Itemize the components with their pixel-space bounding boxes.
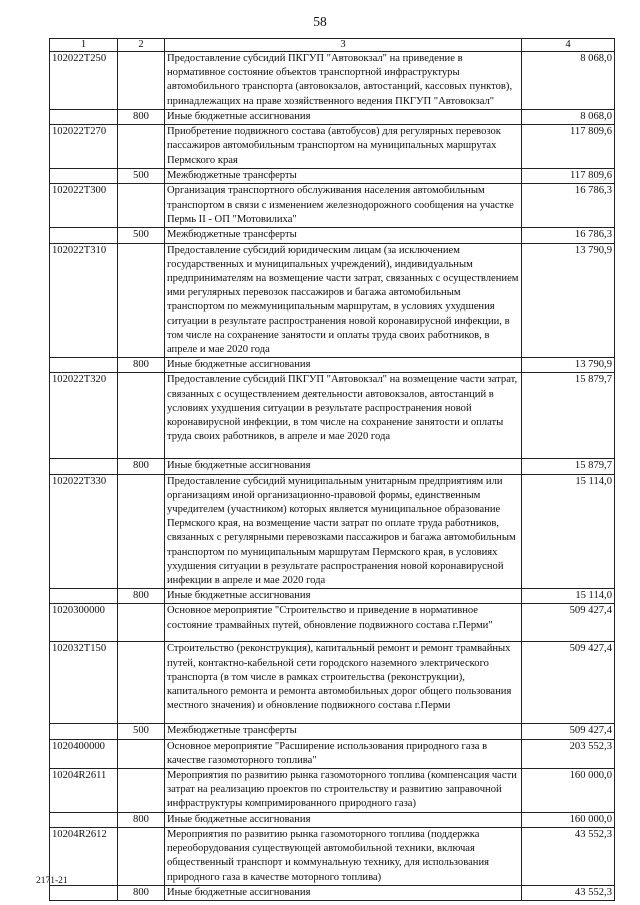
row-type xyxy=(118,125,165,169)
row-code xyxy=(50,885,118,900)
row-type xyxy=(118,243,165,358)
table-row xyxy=(50,642,615,724)
row-code: 102022T320 xyxy=(50,373,118,459)
row-code: 10204R2611 xyxy=(50,769,118,813)
row-amount: 117 809,6 xyxy=(522,125,615,169)
row-code xyxy=(50,110,118,125)
row-code xyxy=(50,589,118,604)
table-row xyxy=(50,885,615,900)
row-amount: 13 790,9 xyxy=(522,358,615,373)
row-amount: 509 427,4 xyxy=(522,724,615,739)
row-type: 500 xyxy=(118,228,165,243)
row-description: Приобретение подвижного состава (автобусов) для регулярных перевозок пассажиров автомобильным транспортом на муниципальных маршрутах Пермского края xyxy=(165,125,522,169)
row-type xyxy=(118,604,165,642)
row-amount: 43 552,3 xyxy=(522,827,615,885)
column-header-amount: 4 xyxy=(522,39,615,52)
table-row xyxy=(50,184,615,228)
row-code xyxy=(50,812,118,827)
row-amount: 16 786,3 xyxy=(522,184,615,228)
row-amount: 16 786,3 xyxy=(522,228,615,243)
table-row xyxy=(50,169,615,184)
row-amount: 160 000,0 xyxy=(522,812,615,827)
row-description: Межбюджетные трансферты xyxy=(165,169,522,184)
table-row xyxy=(50,52,615,110)
row-amount: 8 068,0 xyxy=(522,52,615,110)
table-row xyxy=(50,358,615,373)
row-amount: 15 114,0 xyxy=(522,589,615,604)
table-row xyxy=(50,827,615,885)
row-type xyxy=(118,769,165,813)
table-row xyxy=(50,125,615,169)
row-description: Основное мероприятие "Строительство и приведение в нормативное состояние трамвайных путей, обновление подвижного состава г.Перми" xyxy=(165,604,522,642)
row-type xyxy=(118,184,165,228)
row-amount: 15 114,0 xyxy=(522,474,615,589)
row-type: 800 xyxy=(118,812,165,827)
row-amount: 509 427,4 xyxy=(522,604,615,642)
table-row xyxy=(50,589,615,604)
row-description: Иные бюджетные ассигнования xyxy=(165,459,522,474)
budget-table xyxy=(49,38,615,901)
row-description: Организация транспортного обслуживания населения автомобильным транспортом в связи с изменением железнодорожного сообщения на участке Пермь II - ОП "Мотовилиха" xyxy=(165,184,522,228)
column-header-type: 2 xyxy=(118,39,165,52)
table-row xyxy=(50,739,615,768)
column-header-code: 1 xyxy=(50,39,118,52)
row-type xyxy=(118,373,165,459)
row-amount: 509 427,4 xyxy=(522,642,615,724)
row-code: 102022T270 xyxy=(50,125,118,169)
row-description: Иные бюджетные ассигнования xyxy=(165,812,522,827)
table-row xyxy=(50,373,615,459)
row-type: 500 xyxy=(118,169,165,184)
table-row xyxy=(50,243,615,358)
row-amount: 43 552,3 xyxy=(522,885,615,900)
row-code xyxy=(50,169,118,184)
row-description: Иные бюджетные ассигнования xyxy=(165,110,522,125)
row-type xyxy=(118,827,165,885)
table-row xyxy=(50,604,615,642)
row-description: Иные бюджетные ассигнования xyxy=(165,589,522,604)
row-code xyxy=(50,459,118,474)
row-type: 800 xyxy=(118,110,165,125)
row-type xyxy=(118,739,165,768)
row-amount: 8 068,0 xyxy=(522,110,615,125)
row-amount: 15 879,7 xyxy=(522,373,615,459)
row-type: 500 xyxy=(118,724,165,739)
table-row xyxy=(50,812,615,827)
row-description: Предоставление субсидий ПКГУП "Автовокзал" на приведение в нормативное состояние объектов транспортной инфраструктуры автомобильного транспорта (автовокзалов, автостанций, кассовых пунктов), принадлежащих на праве хозяйственного ведения ПКГУП "Автовокзал" xyxy=(165,52,522,110)
row-description: Предоставление субсидий муниципальным унитарным предприятиям или организациям иной организационно-правовой формы, единственным учредителем (участником) которых является муниципальное образование Пермского края, на возмещение части затрат по оплате труда работников, связанных с регулярными перевозками пассажиров и багажа автомобильным транспортом по муниципальным маршрутам Пермского края, в условиях ухудшения ситуации в результате распространения новой коронавирусной инфекции в апреле и мае 2020 года xyxy=(165,474,522,589)
row-code: 1020400000 xyxy=(50,739,118,768)
row-type xyxy=(118,52,165,110)
row-code xyxy=(50,228,118,243)
row-type xyxy=(118,474,165,589)
table-row xyxy=(50,228,615,243)
row-code: 1020300000 xyxy=(50,604,118,642)
row-code: 102022T330 xyxy=(50,474,118,589)
row-description: Межбюджетные трансферты xyxy=(165,228,522,243)
row-type: 800 xyxy=(118,358,165,373)
row-type: 800 xyxy=(118,885,165,900)
row-code xyxy=(50,724,118,739)
row-amount: 13 790,9 xyxy=(522,243,615,358)
table-row xyxy=(50,474,615,589)
row-description: Предоставление субсидий ПКГУП "Автовокзал" на возмещение части затрат, связанных с осуществлением деятельности автовокзалов, автостанций в условиях ухудшения ситуации в результате распространения новой коронавирусной инфекции, в том числе на сохранение занятости и оплаты труда своих работников, в апреле и мае 2020 года xyxy=(165,373,522,459)
row-description: Основное мероприятие "Расширение использования природного газа в качестве газомоторного топлива" xyxy=(165,739,522,768)
row-amount: 117 809,6 xyxy=(522,169,615,184)
document-code: 2171-21 xyxy=(36,876,68,886)
table-row xyxy=(50,459,615,474)
row-description: Предоставление субсидий юридическим лицам (за исключением государственных и муниципальных учреждений), индивидуальным предпринимателям на возмещение части затрат, связанных с осуществлением ими регулярных перевозок пассажиров и багажа автомобильным транспортом по межмуниципальным маршрутам, в условиях ухудшения ситуации в результате распространения новой коронавирусной инфекции, в том числе на сохранение занятости и оплаты труда своих работников, в апреле и мае 2020 года xyxy=(165,243,522,358)
row-code: 10204R2612 xyxy=(50,827,118,885)
row-code: 102022T310 xyxy=(50,243,118,358)
row-description: Межбюджетные трансферты xyxy=(165,724,522,739)
row-description: Иные бюджетные ассигнования xyxy=(165,358,522,373)
row-amount: 203 552,3 xyxy=(522,739,615,768)
row-amount: 160 000,0 xyxy=(522,769,615,813)
row-description: Строительство (реконструкция), капитальный ремонт и ремонт трамвайных путей, контактно-кабельной сети городского наземного электрического транспорта (в том числе в рамках строительства (реконструкции), капитального ремонта и ремонта автомобильных дорог общего пользования местного значения) и обновление подвижного состава г.Перми xyxy=(165,642,522,724)
row-type xyxy=(118,642,165,724)
row-code: 102032T150 xyxy=(50,642,118,724)
row-description: Иные бюджетные ассигнования xyxy=(165,885,522,900)
row-type: 800 xyxy=(118,459,165,474)
table-row xyxy=(50,110,615,125)
row-description: Мероприятия по развитию рынка газомоторного топлива (поддержка переоборудования существующей автомобильной техники, включая общественный транспорт и коммунальную технику, для использования природного газа в качестве моторного топлива) xyxy=(165,827,522,885)
row-code xyxy=(50,358,118,373)
row-amount: 15 879,7 xyxy=(522,459,615,474)
column-header-description: 3 xyxy=(165,39,522,52)
row-code: 102022T300 xyxy=(50,184,118,228)
page-number: 58 xyxy=(313,14,327,29)
row-type: 800 xyxy=(118,589,165,604)
table-row xyxy=(50,724,615,739)
table-row xyxy=(50,769,615,813)
row-code: 102022T250 xyxy=(50,52,118,110)
table-header-row xyxy=(50,39,615,52)
row-description: Мероприятия по развитию рынка газомоторного топлива (компенсация части затрат на реализацию проектов по строительству и развитию заправочной инфраструктуры компримированного природного газа) xyxy=(165,769,522,813)
